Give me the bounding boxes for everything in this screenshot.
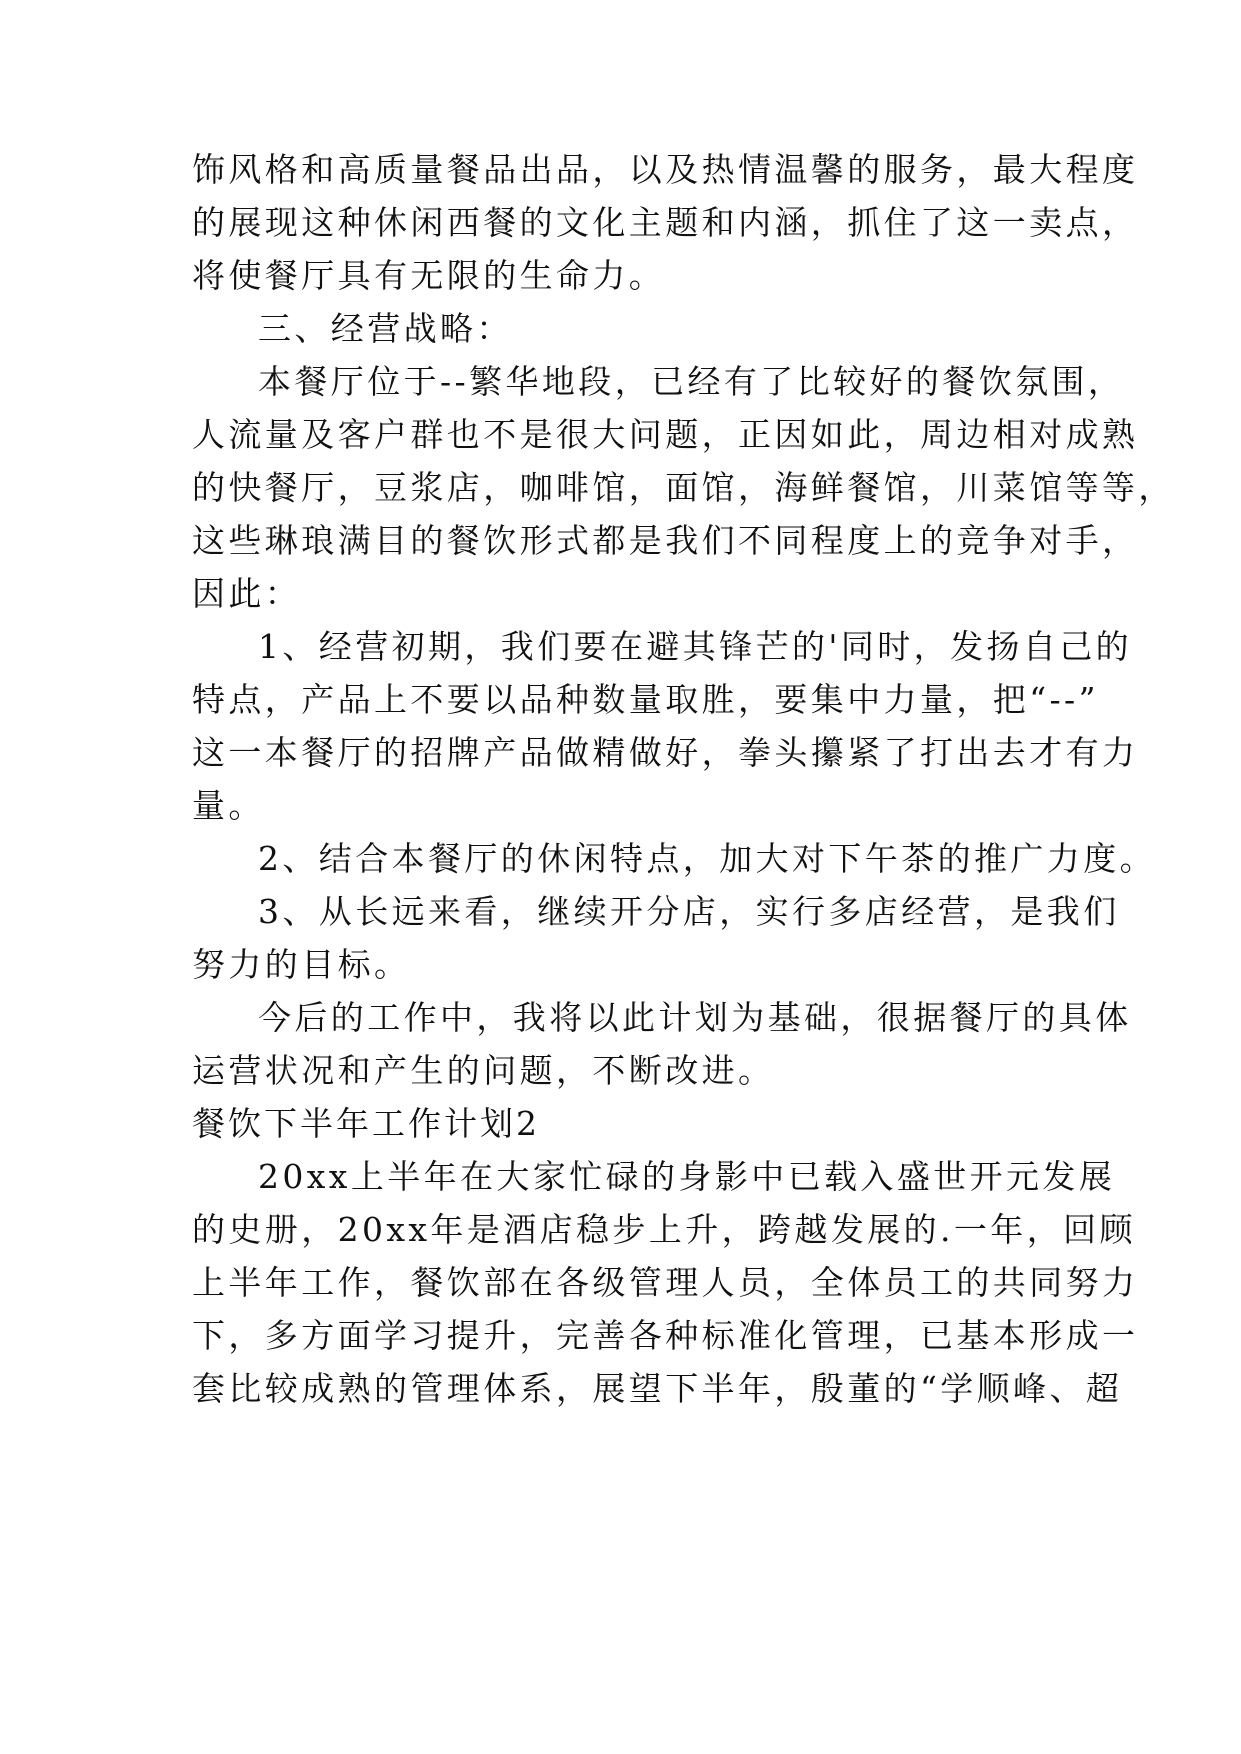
text-line: 3、从长远来看，继续开分店，实行多店经营，是我们: [258, 892, 1120, 931]
text-line: 的快餐厅，豆浆店，咖啡馆，面馆，海鲜餐馆，川菜馆等等，: [192, 468, 1175, 507]
text-line: 20xx上半年在大家忙碌的身影中已载入盛世开元发展: [258, 1157, 1116, 1196]
text-line: 这些琳琅满目的餐饮形式都是我们不同程度上的竞争对手，: [192, 521, 1139, 560]
text-line: 1、经营初期，我们要在避其锋芒的'同时，发扬自己的: [258, 627, 1133, 666]
text-line: 套比较成熟的管理体系，展望下半年，殷董的“学顺峰、超: [192, 1369, 1123, 1408]
text-line: 因此：: [192, 574, 302, 613]
text-line: 的展现这种休闲西餐的文化主题和内涵，抓住了这一卖点，: [192, 203, 1139, 242]
text-line: 本餐厅位于--繁华地段，已经有了比较好的餐饮氛围，: [258, 362, 1125, 401]
text-line: 人流量及客户群也不是很大问题，正因如此，周边相对成熟: [192, 415, 1139, 454]
text-line: 量。: [192, 786, 265, 825]
text-line: 特点，产品上不要以品种数量取胜，要集中力量，把“--”: [192, 680, 1099, 719]
text-line: 饰风格和高质量餐品出品，以及热情温馨的服务，最大程度: [192, 150, 1139, 189]
text-line: 2、结合本餐厅的休闲特点，加大对下午茶的推广力度。: [258, 839, 1156, 878]
text-line: 上半年工作，餐饮部在各级管理人员，全体员工的共同努力: [192, 1263, 1139, 1302]
text-line: 将使餐厅具有无限的生命力。: [192, 256, 666, 295]
text-line: 下，多方面学习提升，完善各种标准化管理，已基本形成一: [192, 1316, 1139, 1355]
text-line: 今后的工作中，我将以此计划为基础，很据餐厅的具体: [258, 998, 1132, 1037]
text-line: 的史册，20xx年是酒店稳步上升，跨越发展的.一年，回顾: [192, 1210, 1136, 1249]
text-line: 努力的目标。: [192, 945, 411, 984]
document-title: 餐饮下半年工作计划2: [192, 1104, 540, 1143]
section-heading: 三、经营战略：: [258, 309, 513, 348]
text-line: 运营状况和产生的问题，不断改进。: [192, 1051, 775, 1090]
text-line: 这一本餐厅的招牌产品做精做好，拳头攥紧了打出去才有力: [192, 733, 1139, 772]
